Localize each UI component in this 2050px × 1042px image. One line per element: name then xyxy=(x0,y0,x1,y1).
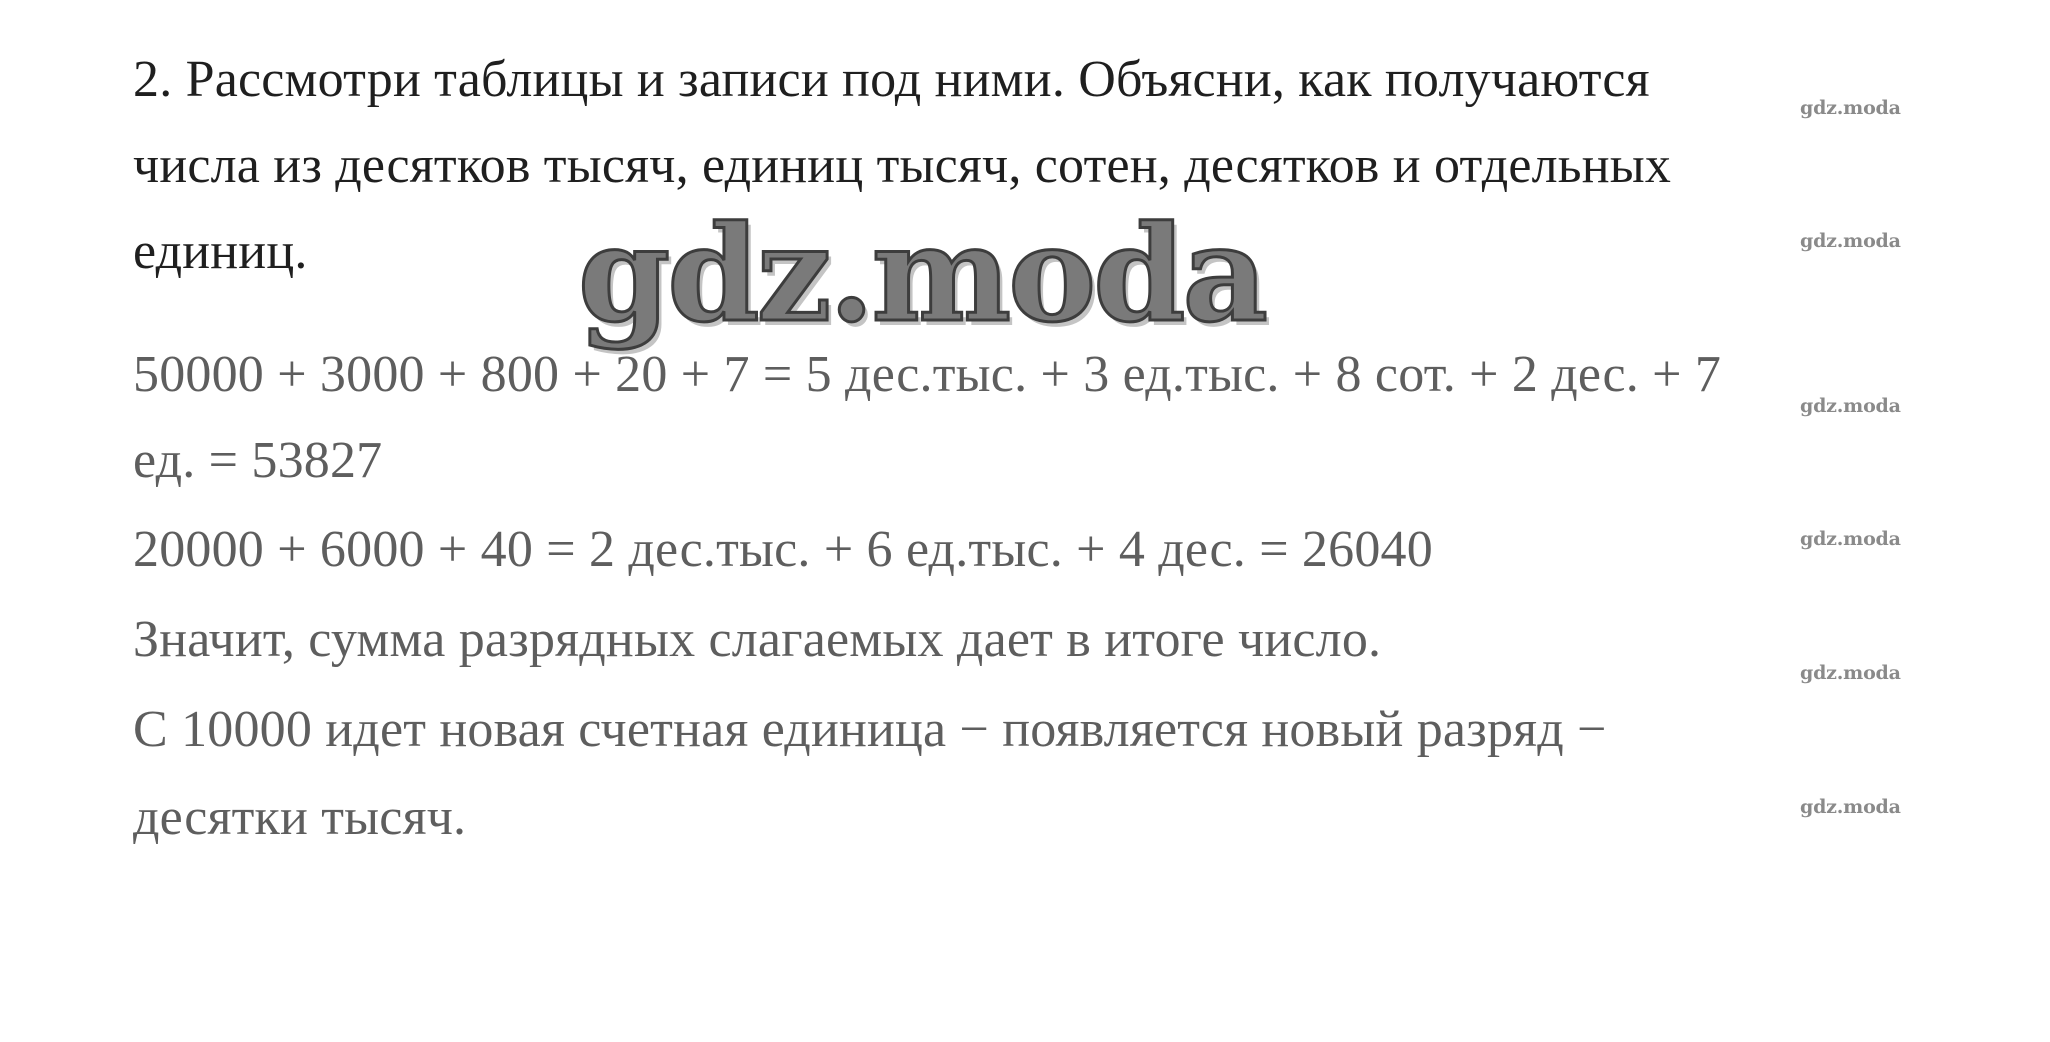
answer-line-5: С 10000 идет новая счетная единица − появляется новый разряд − xyxy=(133,701,1607,758)
watermark-small: gdz.moda xyxy=(1800,395,1901,417)
watermark-small: gdz.moda xyxy=(1800,97,1901,119)
answer-line-4: Значит, сумма разрядных слагаемых дает в итоге число. xyxy=(133,611,1382,668)
answer-line-6: десятки тысяч. xyxy=(133,789,467,846)
task-line-3: единиц. xyxy=(133,223,308,280)
watermark-small: gdz.moda xyxy=(1800,796,1901,818)
task-line-1: 2. Рассмотри таблицы и записи под ними. Объясни, как получаются xyxy=(133,51,1650,108)
watermark-small: gdz.moda xyxy=(1800,528,1901,550)
answer-line-3: 20000 + 6000 + 40 = 2 дес.тыс. + 6 ед.тыс. + 4 дес. = 26040 xyxy=(133,521,1433,578)
watermark-small: gdz.moda xyxy=(1800,662,1901,684)
watermark-small: gdz.moda xyxy=(1800,230,1901,252)
answer-line-1: 50000 + 3000 + 800 + 20 + 7 = 5 дес.тыс. + 3 ед.тыс. + 8 сот. + 2 дес. + 7 xyxy=(133,346,1722,403)
answer-line-2: ед. = 53827 xyxy=(133,432,383,489)
watermark-logo: gdz.moda xyxy=(578,197,1266,352)
task-line-2: числа из десятков тысяч, единиц тысяч, сотен, десятков и отдельных xyxy=(133,137,1672,194)
